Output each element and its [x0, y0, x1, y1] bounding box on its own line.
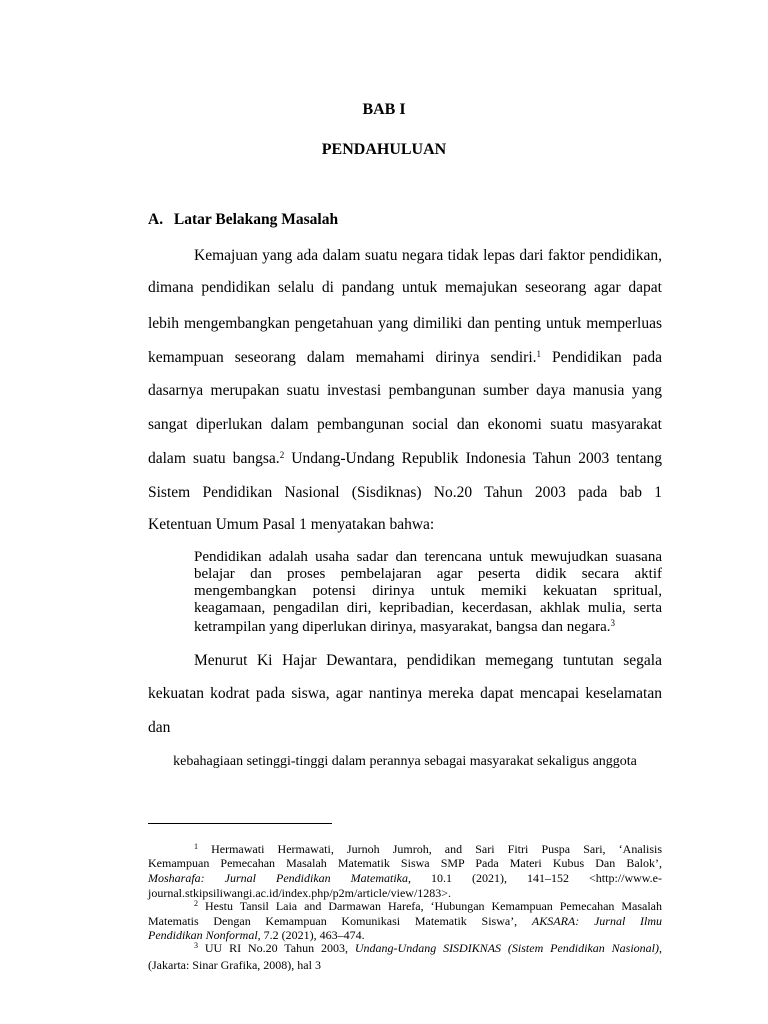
footnote-ref: 3: [610, 618, 616, 628]
continuation-text: kebahagiaan setinggi-tinggi dalam perannya sebagai masyarakat sekaligus anggota: [173, 754, 637, 769]
paragraph-line: dasarnya merupakan suatu investasi pembangunan sumber daya manusia yang: [148, 382, 662, 399]
journal-title: Pendidikan Nonformal: [148, 928, 258, 942]
paragraph-line: dimana pendidikan selalu di pandang untuk memajukan seseorang agar dapat: [148, 279, 662, 296]
footnote-1-line: journal.stkipsiliwangi.ac.id/index.php/p2m/article/view/1283>.: [148, 886, 452, 900]
footnote-separator: [148, 823, 332, 824]
paragraph-line: sangat diperlukan dalam pembangunan social dan ekonomi suatu masyarakat: [148, 416, 662, 433]
quote-line: belajar dan proses pembelajaran agar peserta didik secara aktif: [194, 566, 662, 582]
journal-title: AKSARA: Jurnal Ilmu: [531, 914, 662, 928]
footnote-text: Hermawati Hermawati, Jurnoh Jumroh, and Sari Fitri Puspa Sari, ‘Analisis: [211, 842, 662, 856]
paragraph-line: lebih mengembangkan pengetahuan yang dimiliki dan penting untuk memperluas: [148, 315, 662, 332]
paragraph-line: Ketentuan Umum Pasal 1 menyatakan bahwa:: [148, 516, 435, 533]
footnote-number: 1: [194, 842, 198, 851]
section-heading: [148, 211, 338, 229]
paragraph-text: Undang-Undang Republik Indonesia Tahun 2003 tentang: [291, 450, 662, 467]
footnote-1-line: [148, 871, 662, 886]
paragraph-line: [148, 450, 662, 468]
journal-title: Mosharafa: Jurnal Pendidikan Matematika: [148, 871, 408, 885]
footnote-text: , 7.2 (2021), 463–474.: [257, 928, 365, 942]
footnote-2-line: [194, 899, 662, 914]
paragraph-text: Pendidikan pada: [552, 349, 663, 366]
chapter-heading: BAB I: [362, 101, 406, 118]
section-number: A.: [148, 211, 164, 228]
paragraph-text: kemampuan seseorang dalam memahami dirinya sendiri.: [148, 349, 537, 366]
paragraph-text: dalam suatu bangsa.: [148, 450, 280, 467]
footnote-1-line: Kemampuan Pemecahan Masalah Matematik Siswa SMP Pada Materi Kubus Dan Balok’,: [148, 856, 662, 870]
chapter-title: PENDAHULUAN: [321, 141, 447, 158]
paragraph-line: Sistem Pendidikan Nasional (Sisdiknas) No.20 Tahun 2003 pada bab 1: [148, 484, 662, 501]
footnote-3-line: (Jakarta: Sinar Grafika, 2008), hal 3: [148, 958, 321, 972]
footnote-text: UU RI No.20 Tahun 2003,: [204, 941, 355, 955]
footnote-2-line: [148, 914, 662, 929]
document-title: Undang-Undang SISDIKNAS (Sistem Pendidikan Nasional): [354, 941, 659, 955]
paragraph-line: kekuatan kodrat pada siswa, agar nantinya mereka dapat mencapai keselamatan: [148, 685, 662, 702]
paragraph-line: Kemajuan yang ada dalam suatu negara tidak lepas dari faktor pendidikan,: [194, 247, 662, 264]
paragraph-line: dan: [148, 719, 171, 736]
quote-line: keagamaan, pengadilan diri, kepribadian, kecerdasan, akhlak mulia, serta: [194, 600, 662, 616]
paragraph-line: [148, 349, 662, 367]
footnote-text: Matematis Dengan Kemampuan Komunikasi Matematik Siswa’,: [148, 914, 532, 928]
footnote-1-line: [194, 842, 662, 857]
footnote-number: 3: [194, 941, 198, 950]
section-title: Latar Belakang Masalah: [173, 211, 339, 228]
footnote-number: 2: [194, 899, 198, 908]
footnote-text: ,: [659, 941, 662, 955]
quote-line: mengembangkan potensi dirinya untuk memiki kekuatan spritual,: [194, 583, 662, 599]
quote-line: Pendidikan adalah usaha sadar dan terencana untuk mewujudkan suasana: [194, 549, 662, 565]
footnote-3-line: [194, 941, 662, 956]
footnote-text: Hestu Tansil Laia and Darmawan Harefa, ‘Hubungan Kemampuan Pemecahan Masalah: [204, 899, 663, 913]
footnote-ref: 2: [279, 450, 285, 460]
quote-text: ketrampilan yang diperlukan dirinya, masyarakat, bangsa dan negara.: [194, 619, 611, 635]
footnote-ref: 1: [536, 349, 542, 359]
quote-line: [194, 619, 662, 636]
paragraph-line: Menurut Ki Hajar Dewantara, pendidikan memegang tuntutan segala: [194, 652, 662, 669]
footnote-text: , 10.1 (2021), 141–152 <http://www.e-: [407, 871, 662, 885]
